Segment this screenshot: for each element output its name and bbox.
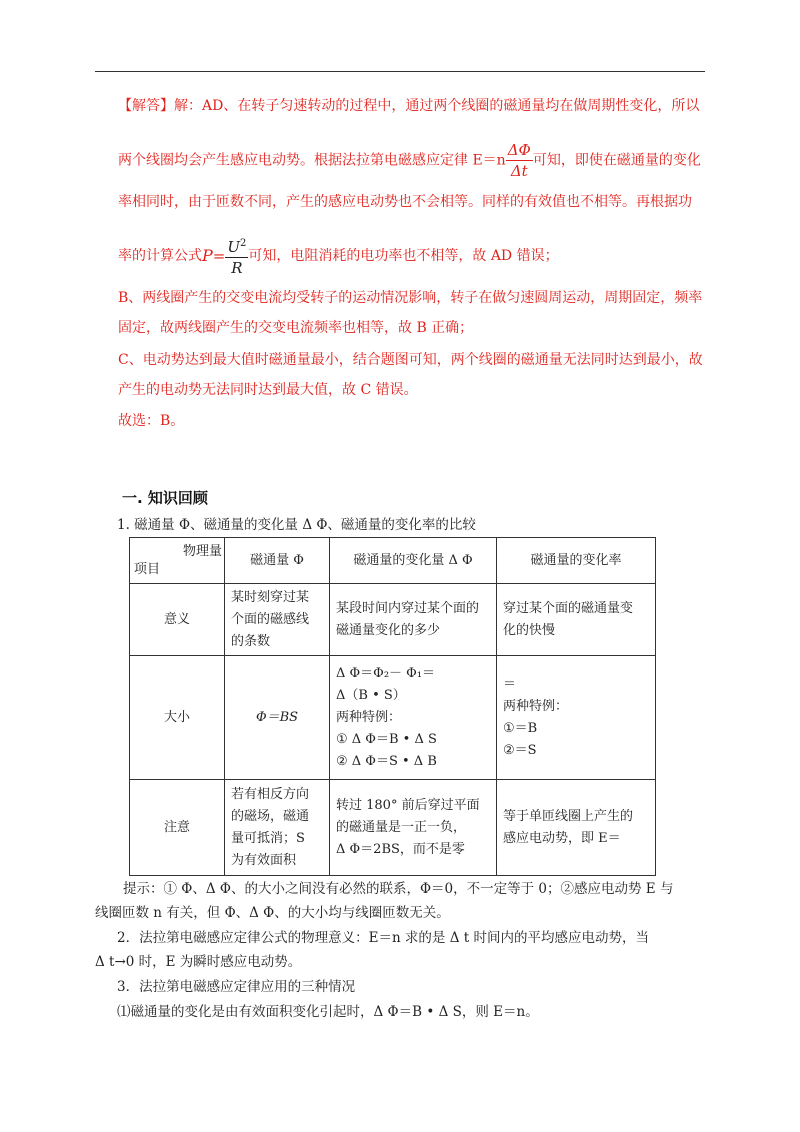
cell-line: 的磁通量是一正一负， [336,819,467,835]
cell-line: 转过 180° 前后穿过平面 [336,797,480,813]
answer-line-4 [118,234,559,278]
cell-notes-rate [497,780,656,876]
cell-line: ＝ [503,676,517,692]
answer-line-2 [118,140,701,181]
corner-cell [130,538,225,584]
corner-top-label: 物理量 [182,543,222,559]
cell-notes-change [330,780,497,876]
cell-line: 穿过某个面的磁通量变 [503,600,634,616]
table-row [130,656,656,780]
answer-text-2a: 两个线圈均会产生感应电动势。根据法拉第电磁感应定律 E＝n [118,152,506,169]
cell-line: Δ Φ＝Φ₂－ Φ₁＝ [336,665,436,681]
fraction-denominator: Δt [510,162,528,180]
answer-line-5: B、两线圈产生的交变电流均受转子的运动情况影响，转子在做匀速圆周运动，周期固定，频率 [118,290,703,306]
cell-meaning-flux [225,584,330,656]
cell-line: 化的快慢 [503,622,556,638]
resistance-symbol: R [231,259,243,277]
table-row [130,584,656,656]
cell-line: ②＝S [503,742,537,758]
paragraph-4: ⑴磁通量的变化是由有效面积变化引起时，Δ Φ＝B • Δ S，则 E＝n。 [117,1004,539,1020]
equals-sign: = [212,247,226,265]
cell-line: 某时刻穿过某 [231,589,310,605]
row-label-magnitude: 大小 [130,656,225,780]
section-subheading: 1. 磁通量 Φ、磁通量的变化量 Δ Φ、磁通量的变化率的比较 [117,517,476,533]
table-header-row [130,538,656,584]
cell-line: 磁通量变化的多少 [336,622,441,638]
cell-line: Δ Φ＝2BS，而不是零 [336,841,465,857]
row-label-notes: 注意 [130,780,225,876]
cell-line: Δ（B • S） [336,687,406,703]
cell-line: 个面的磁感线 [231,611,310,627]
cell-line: 若有相反方向 [231,786,310,802]
tip-line-2: 线圈匝数 n 有关，但 Φ、Δ Φ、的大小均与线圈匝数无关。 [95,905,450,921]
power-fraction [225,234,248,278]
cell-notes-flux [225,780,330,876]
cell-line: 的磁场，磁通 [231,808,310,824]
cell-meaning-change [330,584,497,656]
answer-line-7: C、电动势达到最大值时磁通量最小，结合题图可知，两个线圈的磁通量无法同时达到最小，故 [118,352,703,368]
power-symbol: P [202,246,213,265]
paragraph-2-line-1: 2．法拉第电磁感应定律公式的物理意义：E＝n 求的是 Δ t 时间内的平均感应电动势，当 [117,930,649,946]
row-label-meaning: 意义 [130,584,225,656]
answer-text-4a: 率的计算公式 [118,248,202,264]
faraday-fraction [506,140,533,181]
paragraph-3: 3．法拉第电磁感应定律应用的三种情况 [117,979,356,995]
answer-line-6: 固定，故两线圈产生的交变电流频率也相等，故 B 正确； [118,320,474,336]
cell-line: ① Δ Φ＝B • Δ S [336,731,437,747]
answer-text-1: 解：AD、在转子匀速转动的过程中，通过两个线圈的磁通量均在做周期性变化，所以 [174,98,700,114]
answer-line-1 [118,96,699,116]
cell-line: 量可抵消；S [231,830,305,846]
section-heading: 一. 知识回顾 [122,489,208,507]
cell-magnitude-rate [497,656,656,780]
header-rule [95,71,705,72]
corner-bottom-label: 项目 [134,561,161,577]
cell-line: 两种特例： [503,698,569,714]
square-exponent: 2 [240,238,247,249]
voltage-symbol: U [227,238,240,256]
answer-tag: 【解答】 [118,98,174,114]
cell-magnitude-change [330,656,497,780]
header-flux-rate: 磁通量的变化率 [497,538,656,584]
cell-line: 等于单匝线圈上产生的 [503,808,634,824]
cell-line: ①＝B [503,720,538,736]
fraction-numerator: ΔΦ [507,141,531,159]
answer-text-2b: 可知，即使在磁通量的变化 [532,152,701,169]
answer-line-3: 率相同时，由于匝数不同，产生的感应电动势也不会相等。同样的有效值也不相等。再根据功 [118,194,692,210]
cell-line: 两种特例： [336,709,402,725]
tip-line-1: 提示：① Φ、Δ Φ、的大小之间没有必然的联系，Φ＝0，不一定等于 0；②感应电动势 E 与 [123,881,674,897]
comparison-table [129,537,656,876]
cell-magnitude-flux: Φ＝BS [225,656,330,780]
answer-line-8: 产生的电动势无法同时达到最大值，故 C 错误。 [118,382,418,398]
header-flux: 磁通量 Φ [225,538,330,584]
answer-line-9: 故选：B。 [118,413,185,429]
cell-meaning-rate [497,584,656,656]
cell-line: 感应电动势，即 E＝ [503,830,621,846]
table-row [130,780,656,876]
cell-line: 为有效面积 [231,852,297,868]
cell-line: ② Δ Φ＝S • Δ B [336,753,437,769]
answer-text-4b: 可知，电阻消耗的电功率也不相等，故 AD 错误； [248,248,559,264]
paragraph-2-line-2: Δ t→0 时，E 为瞬时感应电动势。 [95,954,302,970]
header-flux-change: 磁通量的变化量 Δ Φ [330,538,497,584]
cell-line: 某段时间内穿过某个面的 [336,600,480,616]
cell-line: 的条数 [231,633,271,649]
